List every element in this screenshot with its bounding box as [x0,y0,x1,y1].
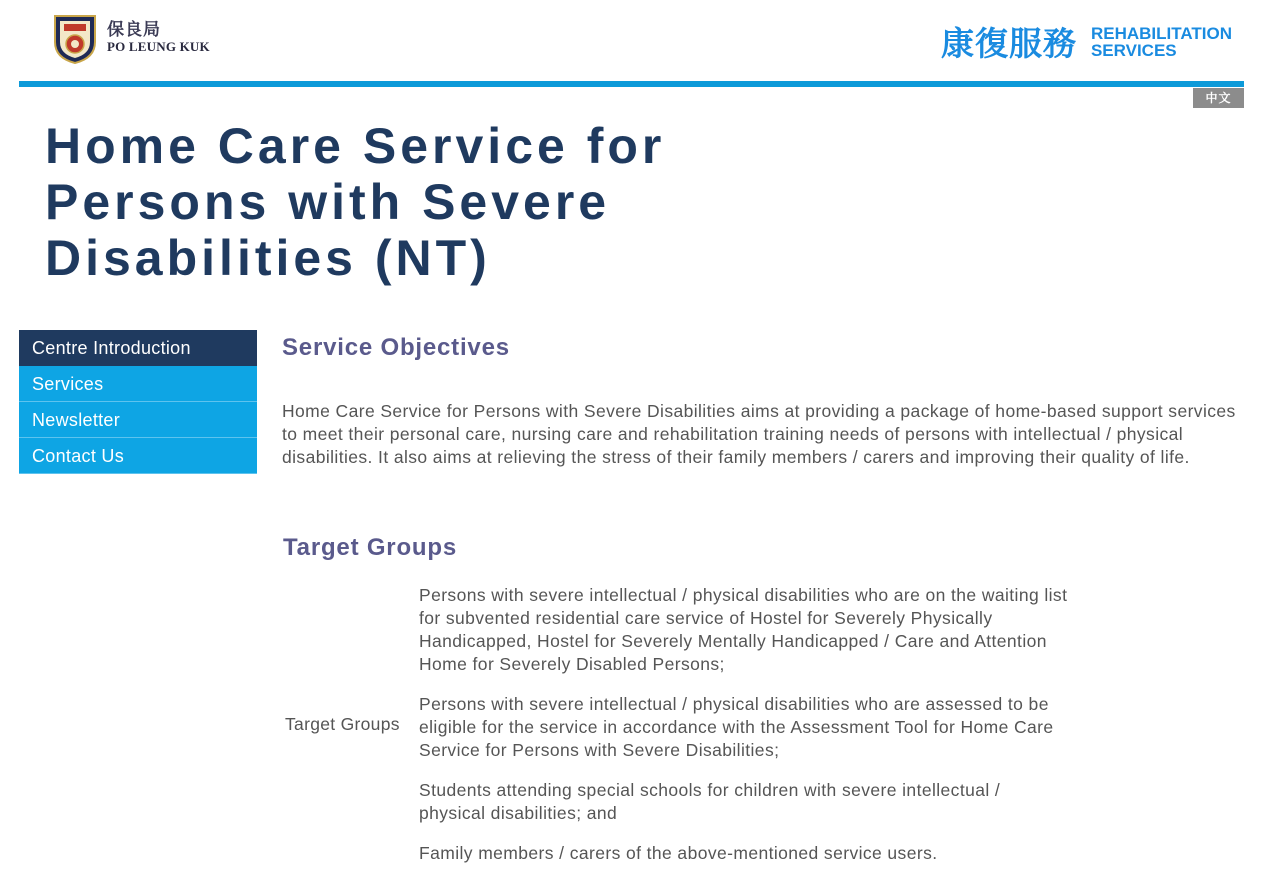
target-groups-list [419,584,1069,865]
site-header [19,0,1244,82]
header-divider [19,81,1244,87]
service-objectives-heading: Service Objectives [282,334,510,361]
page-title: Home Care Service for Persons with Severe Disabilities (NT) [45,118,666,286]
org-name-block [107,21,210,55]
sidebar-item-services[interactable]: Services [19,366,257,402]
list-item: Family members / carers of the above-mentioned service users. [419,843,938,863]
list-item: Students attending special schools for children with severe intellectual / physical disabilities; and [419,780,1001,823]
division-name-english [1091,25,1232,59]
list-item: Persons with severe intellectual / physical disabilities who are on the waiting list for subvented residential care service of Hostel for Severely Physically Handicapped, Hostel for Severely Mentally Handicapped / Care and Attention Home for Severely Disabled Persons; [419,585,1068,674]
sidebar-item-contact-us[interactable]: Contact Us [19,438,257,474]
po-leung-kuk-logo[interactable] [51,12,210,64]
sidebar-item-newsletter[interactable]: Newsletter [19,402,257,438]
target-groups-row-label: Target Groups [285,714,400,734]
crest-icon [51,12,99,64]
sidebar-item-centre-introduction[interactable]: Centre Introduction [19,330,257,366]
service-objectives-text: Home Care Service for Persons with Severe Disabilities aims at providing a package of home-based support services to meet their personal care, nursing care and rehabilitation training needs of persons with intellectual / physical disabilities. It also aims at relieving the stress of their family members / carers and improving their quality of life. [282,401,1236,467]
target-groups-table [285,584,1069,865]
org-name-english: PO LEUNG KUK [107,39,210,54]
list-item: Persons with severe intellectual / physical disabilities who are assessed to be eligible for the service in accordance with the Assessment Tool for Home Care Service for Persons with Severe Disabilities; [419,694,1054,760]
sidebar-nav [19,330,257,474]
rehabilitation-services-logo[interactable] [941,18,1232,65]
division-name-line1: REHABILITATION [1090,23,1232,43]
org-name-chinese: 保良局 [107,20,161,40]
language-toggle-button[interactable]: 中文 [1193,88,1244,108]
division-name-chinese: 康復服務 [940,24,1077,63]
target-groups-heading: Target Groups [283,534,457,561]
division-name-line2: SERVICES [1090,40,1177,60]
